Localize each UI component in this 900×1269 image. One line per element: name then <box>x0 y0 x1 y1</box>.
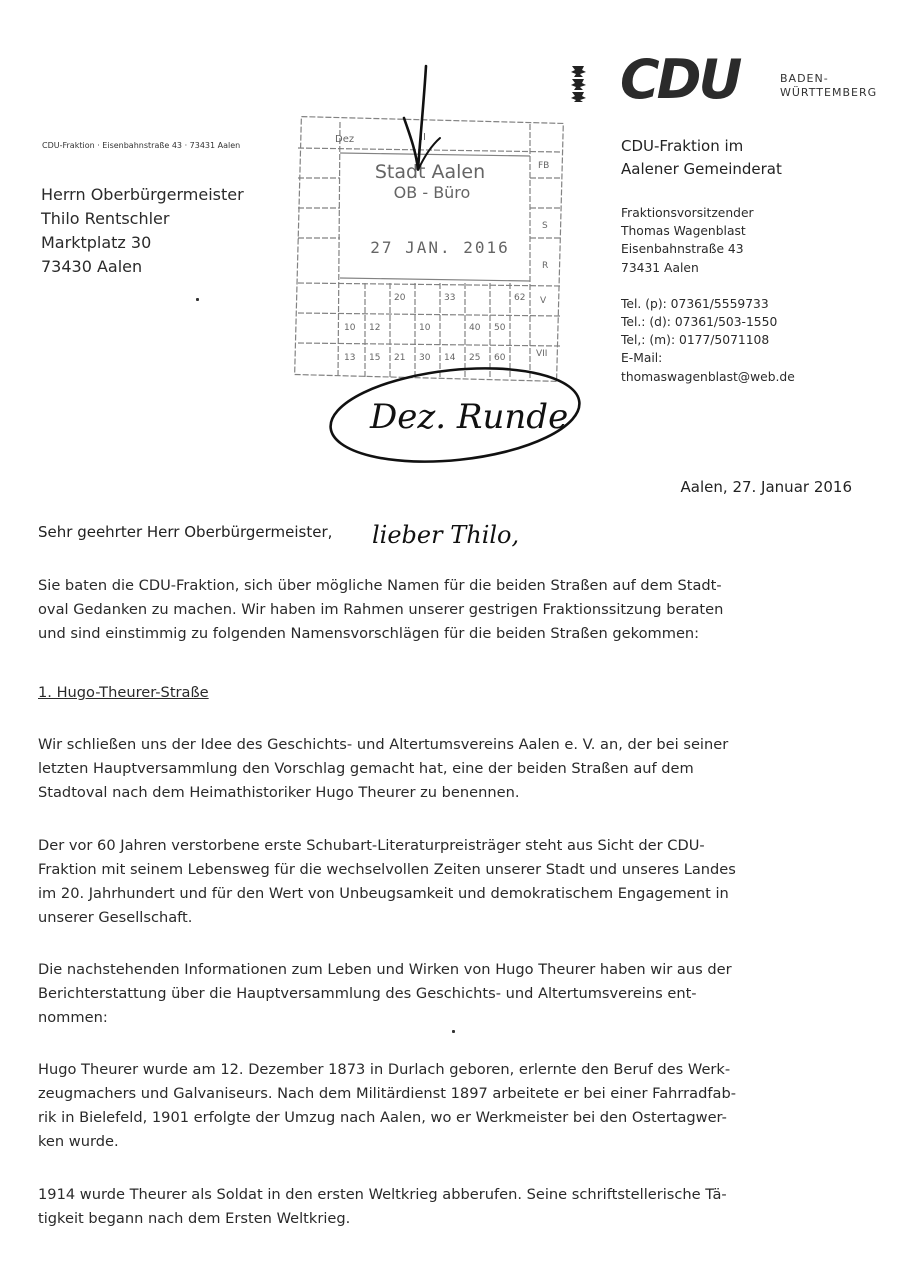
handwritten-greeting-text: lieber Thilo, <box>372 521 520 549</box>
stamp-side-label: V <box>540 296 547 306</box>
text-line: Sie baten die CDU-Fraktion, sich über mögliche Namen für die beiden Straßen auf dem Stadt- <box>38 577 722 594</box>
stamp-side-label: FB <box>538 161 550 171</box>
paragraph-5 <box>38 1183 727 1231</box>
text-line: Die nachstehenden Informationen zum Leben und Wirken von Hugo Theurer haben wir aus der <box>38 961 732 978</box>
contact-phone-office: Tel.: (d): 07361/503-1550 <box>621 315 778 330</box>
stamp-number: 25 <box>469 353 481 363</box>
contact-role: Fraktionsvorsitzender <box>621 206 754 220</box>
paragraph-1 <box>38 733 728 805</box>
scan-speck <box>452 1030 455 1033</box>
stamp-number: 62 <box>514 293 526 303</box>
contact-phone-mobile: Tel,: (m): 0177/5071108 <box>621 333 770 348</box>
text-line: unserer Gesellschaft. <box>38 909 193 926</box>
text-line: im 20. Jahrhundert und für den Wert von Unbeugsamkeit und demokratischem Engagement in <box>38 885 729 902</box>
stamp-number: 33 <box>444 293 456 303</box>
stamp-side-label: II <box>420 132 426 143</box>
stamp-number: 14 <box>444 353 456 363</box>
stamp-side-label: VII <box>536 349 548 359</box>
text-line: und sind einstimmig zu folgenden Namensvorschlägen für die beiden Straßen gekommen: <box>38 625 700 642</box>
salutation: Sehr geehrter Herr Oberbürgermeister, <box>38 523 333 541</box>
scan-speck <box>196 298 199 301</box>
paragraph-2 <box>38 834 736 930</box>
paragraph-intro <box>38 574 723 646</box>
contact-name: Thomas Wagenblast <box>621 224 746 239</box>
stamp-number: 13 <box>344 353 356 363</box>
text-line: letzten Hauptversammlung den Vorschlag gemacht hat, eine der beiden Straßen auf dem <box>38 760 694 777</box>
text-line: Hugo Theurer wurde am 12. Dezember 1873 in Durlach geboren, erlernte den Beruf des Werk- <box>38 1061 731 1078</box>
recipient-line: Herrn Oberbürgermeister <box>41 185 244 204</box>
logo-region-line1: BADEN- <box>780 72 829 85</box>
recipient-address <box>41 183 244 279</box>
stamp-number: 15 <box>369 353 381 363</box>
stamp-number: 40 <box>469 323 481 333</box>
paragraph-3 <box>38 958 732 1030</box>
paragraph-4 <box>38 1058 736 1154</box>
organization-line: CDU-Fraktion im <box>621 137 744 155</box>
text-line: 1914 wurde Theurer als Soldat in den ersten Weltkrieg abberufen. Seine schriftstellerische Tä- <box>38 1186 727 1203</box>
text-line: oval Gedanken zu machen. Wir haben im Rahmen unserer gestrigen Fraktionssitzung beraten <box>38 601 724 618</box>
stamp-side-label: R <box>542 261 549 271</box>
contact-phone-private: Tel. (p): 07361/5559733 <box>621 296 769 311</box>
stamp-line1: Stadt Aalen <box>374 161 486 183</box>
contact-city: 73431 Aalen <box>621 260 699 275</box>
stamp-number: 30 <box>419 353 431 363</box>
cdu-logo <box>568 48 893 111</box>
contact-email-label: E-Mail: <box>621 351 663 366</box>
stamp-side-label: S <box>542 221 548 231</box>
recipient-line: Marktplatz 30 <box>41 233 152 252</box>
handwritten-routing-note: Dez. Runde <box>370 397 569 437</box>
handwritten-greeting <box>370 513 530 553</box>
stamp-side-label: Dez <box>335 134 355 145</box>
stamp-date: 27 JAN. 2016 <box>370 238 510 257</box>
stamp-number: 10 <box>344 323 356 333</box>
handwritten-annotation <box>300 60 600 480</box>
stamp-number: 12 <box>369 323 381 333</box>
contact-street: Eisenbahnstraße 43 <box>621 242 744 257</box>
contact-block <box>621 204 795 386</box>
text-line: Stadtoval nach dem Heimathistoriker Hugo Theurer zu benennen. <box>38 784 520 801</box>
stamp-number: 10 <box>419 323 431 333</box>
stamp-number: 21 <box>394 353 406 363</box>
contact-email: thomaswagenblast@web.de <box>621 369 795 384</box>
stamp-number: 60 <box>494 353 506 363</box>
text-line: tigkeit begann nach dem Ersten Weltkrieg. <box>38 1210 351 1227</box>
stamp-number: 20 <box>394 293 406 303</box>
letter-date: Aalen, 27. Januar 2016 <box>680 478 852 496</box>
text-line: zeugmachers und Galvaniseurs. Nach dem Militärdienst 1897 arbeitete er bei einer Fahrradfab- <box>38 1085 736 1102</box>
organization-line: Aalener Gemeinderat <box>621 160 782 178</box>
text-line: Der vor 60 Jahren verstorbene erste Schubart-Literaturpreisträger steht aus Sicht der CDU- <box>38 837 705 854</box>
organization-name <box>621 135 782 181</box>
text-line: Fraktion mit seinem Lebensweg für die wechselvollen Zeiten unserer Stadt und unseres Landes <box>38 861 736 878</box>
section-heading: 1. Hugo-Theurer-Straße <box>38 684 209 701</box>
logo-region <box>780 72 877 100</box>
text-line: ken wurde. <box>38 1133 119 1150</box>
text-line: nommen: <box>38 1009 108 1026</box>
recipient-line: 73430 Aalen <box>41 257 143 276</box>
text-line: Wir schließen uns der Idee des Geschichts- und Altertumsvereins Aalen e. V. an, der bei seiner <box>38 736 729 753</box>
sender-return-address: CDU-Fraktion · Eisenbahnstraße 43 · 73431 Aalen <box>42 141 241 150</box>
logo-region-line2: WÜRTTEMBERG <box>780 86 878 99</box>
text-line: rik in Bielefeld, 1901 erfolgte der Umzug nach Aalen, wo er Werkmeister bei den Ostertagwer- <box>38 1109 727 1126</box>
cdu-wordmark: CDU <box>620 48 740 111</box>
stamp-number: 50 <box>494 323 506 333</box>
stamp-line2: OB - Büro <box>393 183 471 202</box>
recipient-line: Thilo Rentschler <box>41 209 170 228</box>
text-line: Berichterstattung über die Hauptversammlung des Geschichts- und Altertumsvereins ent- <box>38 985 697 1002</box>
